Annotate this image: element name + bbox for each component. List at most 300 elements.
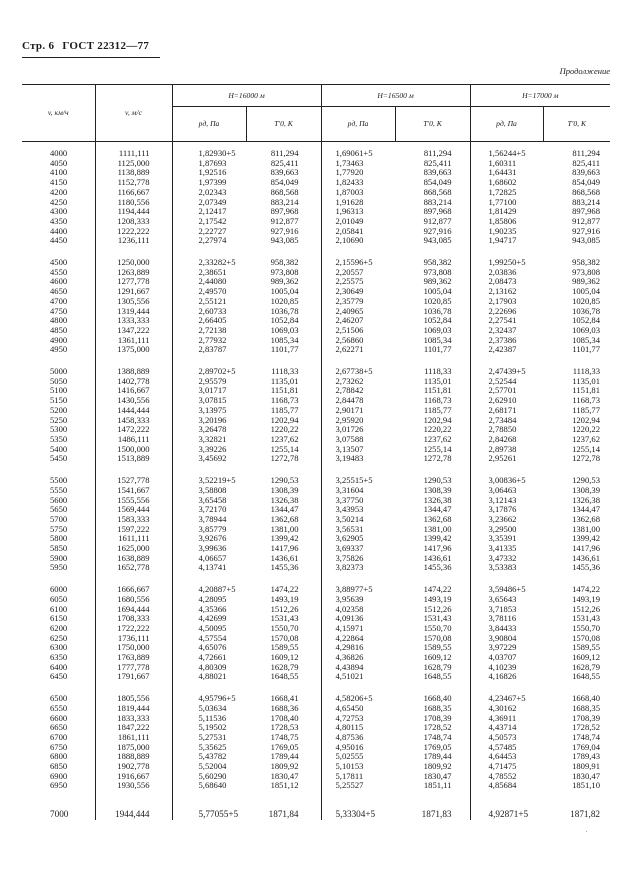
value: 5,10153 — [335, 761, 364, 772]
value: 2,95920 — [335, 414, 364, 425]
value: 4,87536 — [335, 731, 364, 742]
value: 1668,40 — [423, 693, 452, 704]
value: 5,25527 — [335, 780, 364, 791]
value: 5,03634 — [198, 702, 227, 713]
value: 2,56860 — [335, 334, 364, 345]
value: 1255,14 — [270, 443, 299, 454]
value: 1769,05 — [423, 741, 452, 752]
value: 1628,79 — [572, 661, 600, 672]
value: 1570,08 — [423, 632, 452, 643]
value: 1118,33 — [424, 366, 452, 377]
value: 1399,42 — [572, 533, 600, 544]
value: 3,50214 — [335, 513, 364, 524]
value: 3,84433 — [488, 622, 517, 633]
value: 927,916 — [270, 225, 299, 236]
value: 1444,444 — [117, 404, 150, 415]
value: 1185,77 — [423, 404, 452, 415]
value: 1830,47 — [572, 770, 600, 781]
value: 1805,556 — [117, 693, 150, 704]
value: 4750 — [50, 305, 68, 316]
value: 1809,91 — [572, 761, 600, 772]
value: 1708,39 — [423, 712, 452, 723]
value: 6750 — [50, 741, 68, 752]
value: 4,16826 — [488, 671, 517, 682]
value: 5650 — [50, 504, 68, 515]
value: 1609,12 — [270, 652, 299, 663]
value: 2,22696 — [488, 305, 517, 316]
value: 1493,19 — [423, 593, 452, 604]
value: 5500 — [50, 475, 68, 486]
value: 4350 — [50, 215, 68, 226]
value: 1648,55 — [572, 671, 600, 682]
header-t-16000: T'0, К — [246, 107, 321, 142]
value: 1625,000 — [117, 543, 150, 554]
value: 1135,01 — [572, 375, 600, 386]
value: 1902,778 — [117, 761, 150, 772]
value: 1688,35 — [572, 702, 600, 713]
value: 1861,111 — [117, 731, 150, 742]
cell-t-16500 — [395, 360, 470, 469]
value: 2,84478 — [335, 395, 364, 406]
value: 5300 — [50, 424, 68, 435]
value: 2,89702+5 — [198, 366, 236, 377]
value: 2,33282+5 — [198, 257, 236, 268]
value: 883,214 — [423, 196, 452, 207]
cell-t-17000 — [543, 142, 610, 252]
value: 3,72170 — [198, 504, 227, 515]
value: 1597,222 — [117, 523, 150, 534]
value: 1308,39 — [572, 484, 600, 495]
cell-p-17000 — [470, 251, 543, 360]
table-row-group — [22, 360, 610, 469]
value: 912,877 — [572, 215, 600, 226]
value: 4,78552 — [488, 770, 517, 781]
cell-t-16500 — [395, 687, 470, 796]
value: 2,44080 — [198, 276, 227, 287]
value: 1255,14 — [572, 443, 600, 454]
value: 3,43953 — [335, 504, 364, 515]
value: 2,66405 — [198, 315, 227, 326]
value: 5150 — [50, 395, 68, 406]
value: 3,47332 — [488, 552, 517, 563]
value: 3,65643 — [488, 593, 517, 604]
value: 2,90171 — [335, 404, 364, 415]
value: 4,43714 — [488, 722, 517, 733]
cell-p-16000 — [172, 360, 246, 469]
footer-mark: . — [586, 828, 588, 834]
value: 2,22727 — [198, 225, 227, 236]
value: 1851,12 — [270, 780, 299, 791]
value: 5850 — [50, 543, 68, 554]
value: 2,95579 — [198, 375, 227, 386]
value: 1290,53 — [572, 475, 600, 486]
value: 1399,42 — [270, 533, 299, 544]
value: 1809,92 — [270, 761, 299, 772]
value: 2,49570 — [198, 286, 227, 297]
table-row-group — [22, 251, 610, 360]
cell-t-16000 — [246, 360, 321, 469]
value: 2,42387 — [488, 344, 517, 355]
value: 1628,79 — [270, 661, 299, 672]
value: 6500 — [50, 693, 68, 704]
value: 5700 — [50, 513, 68, 524]
value: 1168,73 — [572, 395, 600, 406]
value: 1347,222 — [117, 324, 150, 335]
value: 1531,43 — [423, 613, 452, 624]
value: 1688,35 — [423, 702, 452, 713]
value: 1589,55 — [270, 642, 299, 653]
value: 3,13975 — [198, 404, 227, 415]
value: 3,82373 — [335, 562, 364, 573]
header-h16000: H=16000 м — [172, 85, 321, 107]
value: 1168,73 — [270, 395, 299, 406]
value: 1005,04 — [423, 286, 452, 297]
value: 5,68640 — [198, 780, 227, 791]
value: 1570,08 — [572, 632, 600, 643]
value: 1,97399 — [198, 177, 227, 188]
value: 3,85779 — [198, 523, 227, 534]
value: 1272,78 — [572, 453, 600, 464]
value: 2,52544 — [488, 375, 517, 386]
value: 989,362 — [572, 276, 600, 287]
value: 2,84268 — [488, 433, 517, 444]
value: 1,72825 — [488, 186, 517, 197]
value: 1194,444 — [117, 206, 150, 217]
cell-t-16000: 1871,84 — [268, 809, 299, 820]
value: 1708,40 — [270, 712, 299, 723]
value: 1151,81 — [270, 385, 299, 396]
cell-v-ms — [95, 469, 172, 578]
value: 4,57485 — [488, 741, 517, 752]
value: 4,30162 — [488, 702, 517, 713]
value: 4,95796+5 — [198, 693, 236, 704]
value: 3,19483 — [335, 453, 364, 464]
value: 1305,556 — [117, 295, 150, 306]
value: 4400 — [50, 225, 68, 236]
value: 1455,36 — [423, 562, 452, 573]
value: 989,362 — [423, 276, 452, 287]
value: 1290,53 — [270, 475, 299, 486]
value: 4,29816 — [335, 642, 364, 653]
value: 1036,78 — [572, 305, 600, 316]
value: 3,78116 — [488, 613, 517, 624]
value: 839,663 — [270, 167, 299, 178]
value: 2,17903 — [488, 295, 517, 306]
value: 1728,53 — [270, 722, 299, 733]
value: 2,10690 — [335, 235, 364, 246]
value: 1399,42 — [423, 533, 452, 544]
value: 2,78842 — [335, 385, 364, 396]
value: 1474,22 — [423, 584, 452, 595]
value: 5,19502 — [198, 722, 227, 733]
value: 2,68171 — [488, 404, 517, 415]
value: 1513,889 — [117, 453, 150, 464]
cell-t-16500 — [395, 251, 470, 360]
value: 6000 — [50, 584, 68, 595]
value: 4100 — [50, 167, 68, 178]
cell-v-kmh — [22, 360, 95, 469]
value: 4,64453 — [488, 751, 517, 762]
value: 1474,22 — [572, 584, 600, 595]
value: 1472,222 — [117, 424, 150, 435]
header-p-16500: pд, Па — [321, 107, 395, 142]
value: 927,916 — [423, 225, 452, 236]
value: 4,50095 — [198, 622, 227, 633]
value: 1118,33 — [572, 366, 600, 377]
value: 943,085 — [270, 235, 299, 246]
value: 2,25575 — [335, 276, 364, 287]
value: 6700 — [50, 731, 68, 742]
cell-p-17000 — [470, 469, 543, 578]
value: 3,32821 — [198, 433, 227, 444]
value: 1085,34 — [270, 334, 299, 345]
value: 1417,96 — [423, 543, 452, 554]
value: 1220,22 — [270, 424, 299, 435]
value: 1237,62 — [423, 433, 452, 444]
value: 1611,111 — [118, 533, 150, 544]
value: 825,411 — [423, 157, 452, 168]
value: 1381,00 — [423, 523, 452, 534]
table-row-group — [22, 578, 610, 687]
value: 883,214 — [270, 196, 299, 207]
cell-t-16500: 1871,83 — [421, 809, 452, 820]
value: 1,64431 — [488, 167, 517, 178]
value: 1648,55 — [423, 671, 452, 682]
header-h17000: H=17000 м — [470, 85, 610, 107]
cell-v-kmh: 7000 — [22, 796, 95, 820]
value: 5800 — [50, 533, 68, 544]
value: 1512,26 — [270, 603, 299, 614]
value: 1036,78 — [270, 305, 299, 316]
value: 6100 — [50, 603, 68, 614]
value: 1589,55 — [423, 642, 452, 653]
value: 2,73262 — [335, 375, 364, 386]
value: 1237,62 — [572, 433, 600, 444]
value: 4300 — [50, 206, 68, 217]
value: 3,39226 — [198, 443, 227, 454]
value: 3,45692 — [198, 453, 227, 464]
value: 4,88021 — [198, 671, 227, 682]
value: 3,25515+5 — [335, 475, 373, 486]
value: 4,80309 — [198, 661, 227, 672]
value: 1202,94 — [423, 414, 452, 425]
header-t-17000: T'0, К — [543, 107, 610, 142]
value: 3,58808 — [198, 484, 227, 495]
value: 1583,333 — [117, 513, 150, 524]
value: 6400 — [50, 661, 68, 672]
standard-code: ГОСТ 22312—77 — [62, 40, 150, 52]
value: 1569,444 — [117, 504, 150, 515]
value: 1,90235 — [488, 225, 517, 236]
value: 1666,667 — [117, 584, 150, 595]
value: 3,35391 — [488, 533, 517, 544]
value: 973,808 — [423, 266, 452, 277]
value: 4,72753 — [335, 712, 364, 723]
value: 1101,77 — [270, 344, 299, 355]
value: 6850 — [50, 761, 68, 772]
continuation-label: Продолжение — [559, 66, 610, 76]
value: 1,68602 — [488, 177, 517, 188]
cell-p-16500 — [321, 578, 395, 687]
value: 2,35779 — [335, 295, 364, 306]
value: 854,049 — [572, 177, 600, 188]
value: 5,27531 — [198, 731, 227, 742]
cell-t-16000 — [246, 687, 321, 796]
value: 3,37750 — [335, 494, 364, 505]
value: 1326,38 — [423, 494, 452, 505]
cell-t-17000 — [543, 251, 610, 360]
value: 1036,78 — [423, 305, 452, 316]
value: 1763,889 — [117, 652, 150, 663]
value: 1,87693 — [198, 157, 227, 168]
value: 1069,03 — [423, 324, 452, 335]
value: 2,17542 — [198, 215, 227, 226]
cell-t-17000: 1871,82 — [570, 809, 600, 820]
value: 1,99250+5 — [488, 257, 526, 268]
value: 1085,34 — [572, 334, 600, 345]
value: 6800 — [50, 751, 68, 762]
value: 1166,667 — [117, 186, 150, 197]
table-row-group — [22, 469, 610, 578]
value: 4,02358 — [335, 603, 364, 614]
value: 1180,556 — [117, 196, 150, 207]
cell-t-16000 — [246, 142, 321, 252]
value: 1555,556 — [117, 494, 150, 505]
value: 4,03707 — [488, 652, 517, 663]
value: 1,85806 — [488, 215, 517, 226]
value: 1263,889 — [117, 266, 150, 277]
value: 1512,26 — [572, 603, 600, 614]
value: 4,09136 — [335, 613, 364, 624]
value: 1272,78 — [270, 453, 299, 464]
value: 1589,55 — [572, 642, 600, 653]
cell-t-16500 — [395, 578, 470, 687]
value: 2,27974 — [198, 235, 227, 246]
value: 4250 — [50, 196, 68, 207]
value: 1308,39 — [270, 484, 299, 495]
value: 3,29500 — [488, 523, 517, 534]
cell-p-16000: 5,77055+5 — [172, 796, 246, 820]
value: 1916,667 — [117, 770, 150, 781]
value: 1118,33 — [271, 366, 299, 377]
value: 1769,04 — [572, 741, 600, 752]
value: 4,15971 — [335, 622, 364, 633]
value: 854,049 — [423, 177, 452, 188]
value: 5200 — [50, 404, 68, 415]
cell-t-16500 — [395, 469, 470, 578]
value: 3,75826 — [335, 552, 364, 563]
value: 1255,14 — [423, 443, 452, 454]
value: 1875,000 — [117, 741, 150, 752]
value: 5,60290 — [198, 770, 227, 781]
value: 1,69061+5 — [335, 148, 373, 158]
value: 1531,43 — [572, 613, 600, 624]
value: 1436,61 — [423, 552, 452, 563]
value: 4450 — [50, 235, 68, 246]
value: 811,294 — [423, 148, 452, 158]
value: 4050 — [50, 157, 68, 168]
value: 868,568 — [270, 186, 299, 197]
value: 6450 — [50, 671, 68, 682]
value: 1668,41 — [270, 693, 299, 704]
value: 6050 — [50, 593, 68, 604]
value: 1101,77 — [572, 344, 600, 355]
value: 2,89738 — [488, 443, 517, 454]
value: 2,12417 — [198, 206, 227, 217]
value: 2,46207 — [335, 315, 364, 326]
value: 4,43894 — [335, 661, 364, 672]
value: 4,85684 — [488, 780, 517, 791]
value: 943,085 — [423, 235, 452, 246]
value: 2,13162 — [488, 286, 517, 297]
value: 6550 — [50, 702, 68, 713]
value: 4,35366 — [198, 603, 227, 614]
cell-t-17000 — [543, 360, 610, 469]
value: 3,53383 — [488, 562, 517, 573]
value: 912,877 — [423, 215, 452, 226]
value: 3,13507 — [335, 443, 364, 454]
value: 4,65450 — [335, 702, 364, 713]
value: 3,69337 — [335, 543, 364, 554]
value: 3,59486+5 — [488, 584, 526, 595]
value: 3,56531 — [335, 523, 364, 534]
value: 4150 — [50, 177, 68, 188]
cell-v-kmh — [22, 687, 95, 796]
value: 1486,111 — [117, 433, 150, 444]
value: 1344,47 — [572, 504, 600, 515]
value: 1361,111 — [117, 334, 150, 345]
value: 1728,52 — [572, 722, 600, 733]
cell-t-16000 — [246, 578, 321, 687]
value: 3,01717 — [198, 385, 227, 396]
value: 1736,111 — [117, 632, 150, 643]
cell-v-kmh — [22, 469, 95, 578]
value: 6200 — [50, 622, 68, 633]
value: 2,57701 — [488, 385, 517, 396]
header-t-16500: T'0, К — [395, 107, 470, 142]
value: 1020,85 — [423, 295, 452, 306]
cell-p-16000 — [172, 251, 246, 360]
value: 2,60733 — [198, 305, 227, 316]
cell-p-16500 — [321, 251, 395, 360]
value: 4900 — [50, 334, 68, 345]
value: 1291,667 — [117, 286, 150, 297]
value: 1208,333 — [117, 215, 150, 226]
value: 1851,11 — [423, 780, 452, 791]
value: 1381,00 — [572, 523, 600, 534]
value: 2,37386 — [488, 334, 517, 345]
value: 1512,26 — [423, 603, 452, 614]
value: 1628,79 — [423, 661, 452, 672]
value: 958,382 — [423, 257, 452, 268]
cell-t-17000 — [543, 687, 610, 796]
cell-t-17000 — [543, 469, 610, 578]
value: 1830,47 — [270, 770, 299, 781]
value: 2,73484 — [488, 414, 517, 425]
value: 1833,333 — [117, 712, 150, 723]
value: 5,43782 — [198, 751, 227, 762]
value: 1202,94 — [572, 414, 600, 425]
value: 2,05841 — [335, 225, 364, 236]
value: 1,92516 — [198, 167, 227, 178]
value: 1362,68 — [270, 513, 299, 524]
value: 5750 — [50, 523, 68, 534]
value: 897,968 — [423, 206, 452, 217]
value: 4650 — [50, 286, 68, 297]
value: 4,23467+5 — [488, 693, 526, 704]
value: 973,808 — [270, 266, 299, 277]
value: 839,663 — [572, 167, 600, 178]
